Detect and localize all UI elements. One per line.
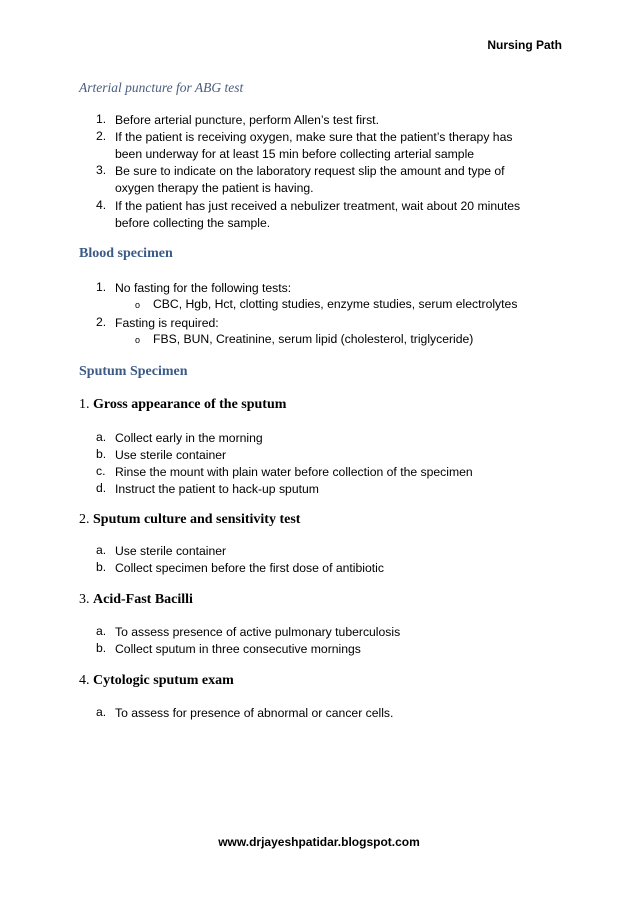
list-text: Be sure to indicate on the laboratory request slip the amount and type of [115, 164, 505, 178]
page-header: Nursing Path [487, 38, 562, 52]
list-marker: 2. [96, 129, 107, 143]
list-marker: b. [96, 447, 107, 461]
section-title-sputum: Sputum Specimen [79, 364, 188, 379]
subheading-number: 4. [79, 673, 90, 688]
list-marker: a. [96, 430, 107, 444]
list-text: Use sterile container [115, 448, 227, 462]
sputum-subheading [79, 512, 300, 528]
subheading-title: Cytologic sputum exam [93, 673, 234, 688]
list-marker: 1. [96, 280, 107, 294]
footer-url: www.drjayeshpatidar.blogspot.com [218, 835, 420, 849]
list-marker: b. [96, 641, 107, 655]
list-marker: c. [96, 464, 106, 478]
list-text: If the patient has just received a nebulizer treatment, wait about 20 minutes [115, 199, 521, 213]
list-text: Instruct the patient to hack-up sputum [115, 482, 319, 496]
list-marker: 1. [96, 112, 107, 126]
list-marker: a. [96, 624, 107, 638]
list-text: been underway for at least 15 min before collecting arterial sample [115, 147, 475, 161]
list-text: before collecting the sample. [115, 216, 271, 230]
list-marker: 2. [96, 315, 107, 329]
list-text: Fasting is required: [115, 316, 219, 330]
list-marker: a. [96, 705, 107, 719]
list-marker: b. [96, 560, 107, 574]
list-text: Use sterile container [115, 544, 227, 558]
list-text: Collect early in the morning [115, 431, 263, 445]
list-text: To assess for presence of abnormal or cancer cells. [115, 706, 394, 720]
list-text: Collect specimen before the first dose of antibiotic [115, 561, 384, 575]
sputum-subheading [79, 592, 193, 608]
section-title-abg: Arterial puncture for ABG test [79, 80, 244, 95]
bullet-marker: o [135, 300, 141, 310]
sub-text: FBS, BUN, Creatinine, serum lipid (cholesterol, triglyceride) [153, 332, 474, 346]
list-text: oxygen therapy the patient is having. [115, 181, 314, 195]
sub-text: CBC, Hgb, Hct, clotting studies, enzyme studies, serum electrolytes [153, 297, 518, 311]
list-text: Rinse the mount with plain water before collection of the specimen [115, 465, 473, 479]
subheading-title: Acid-Fast Bacilli [93, 592, 193, 607]
list-text: No fasting for the following tests: [115, 281, 292, 295]
subheading-number: 3. [79, 592, 90, 607]
list-text: Collect sputum in three consecutive mornings [115, 642, 361, 656]
subheading-title: Gross appearance of the sputum [93, 397, 287, 412]
sputum-subheading [79, 397, 286, 413]
subheading-number: 2. [79, 512, 90, 527]
subheading-title: Sputum culture and sensitivity test [93, 512, 301, 527]
subheading-number: 1. [79, 397, 90, 412]
section-title-blood: Blood specimen [79, 246, 173, 261]
list-marker: 3. [96, 163, 107, 177]
list-text: Before arterial puncture, perform Allen’s test first. [115, 113, 379, 127]
list-marker: a. [96, 543, 107, 557]
list-text: If the patient is receiving oxygen, make sure that the patient’s therapy has [115, 130, 513, 144]
sputum-subheading [79, 673, 234, 689]
list-marker: 4. [96, 198, 107, 212]
list-text: To assess presence of active pulmonary tuberculosis [115, 625, 401, 639]
list-marker: d. [96, 481, 107, 495]
bullet-marker: o [135, 335, 141, 345]
